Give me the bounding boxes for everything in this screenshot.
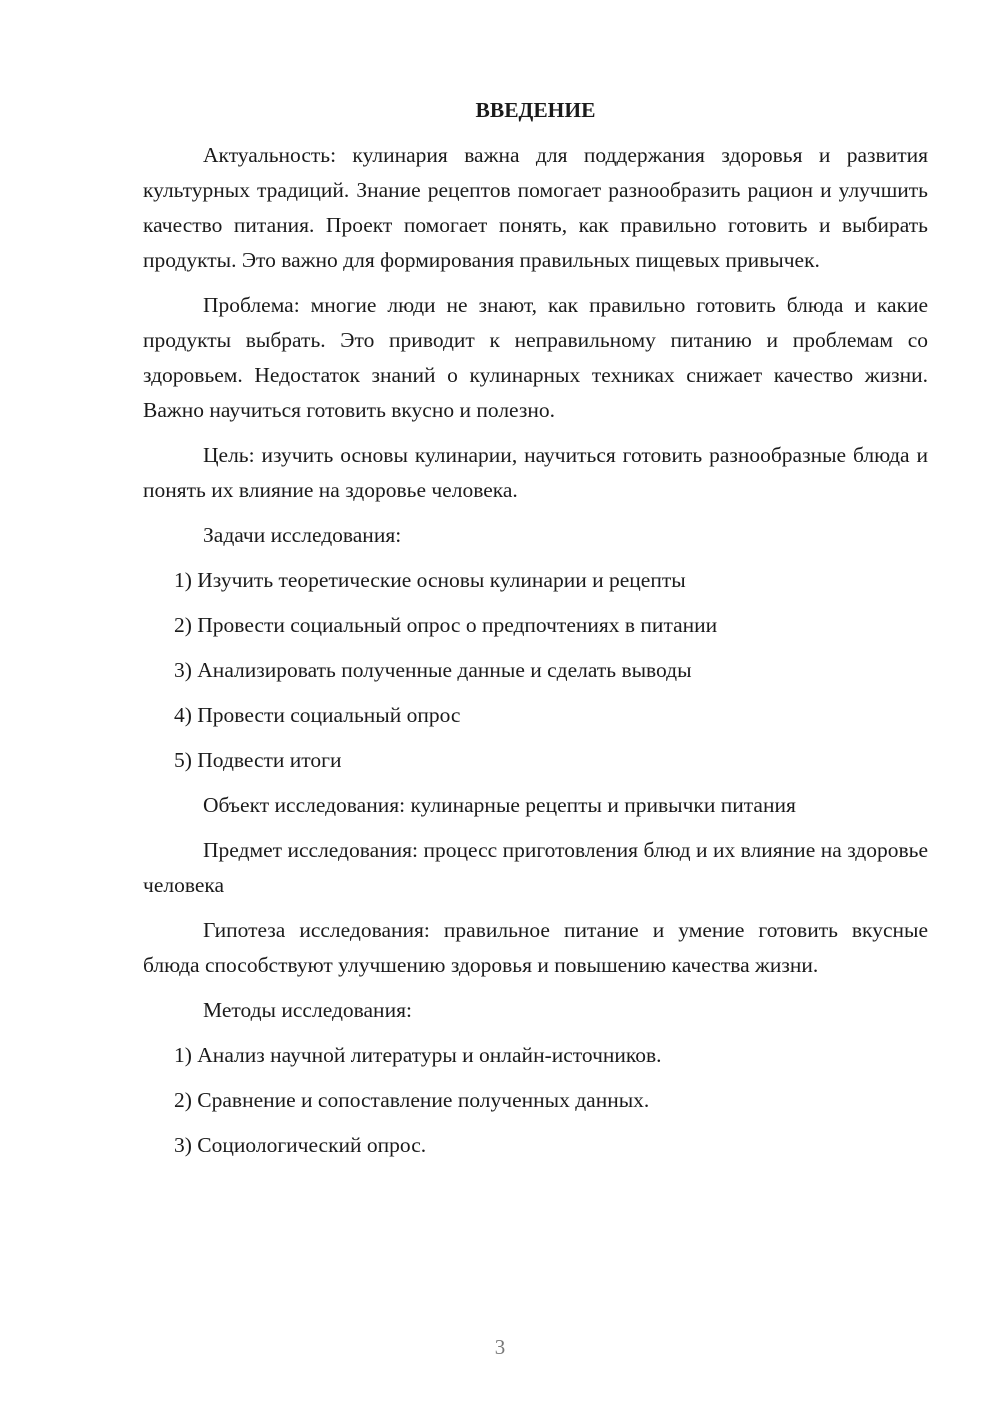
relevance-paragraph: Актуальность: кулинария важна для поддержания здоровья и развития культурных традиций. Знание рецептов помогает разнообразить рацион и улучшить качество питания. Проект помогает понять, как правильно готовить и выбирать продукты. Это важно для формирования правильных пищевых привычек. xyxy=(143,143,928,272)
tasks-heading: Задачи исследования: xyxy=(203,523,402,547)
list-item: 2) Сравнение и сопоставление полученных данных. xyxy=(174,1088,650,1112)
list-item: 2) Провести социальный опрос о предпочтениях в питании xyxy=(174,613,718,637)
list-item: 1) Анализ научной литературы и онлайн-источников. xyxy=(174,1043,662,1067)
object-paragraph: Объект исследования: кулинарные рецепты и привычки питания xyxy=(203,793,796,817)
hypothesis-paragraph: Гипотеза исследования: правильное питание и умение готовить вкусные блюда способствуют улучшению здоровья и повышению качества жизни. xyxy=(143,918,928,977)
list-item: 4) Провести социальный опрос xyxy=(174,703,461,727)
document-page xyxy=(143,86,928,1173)
list-item: 3) Анализировать полученные данные и сделать выводы xyxy=(174,658,692,682)
page-number: 3 xyxy=(494,1335,506,1359)
methods-heading: Методы исследования: xyxy=(203,998,412,1022)
list-item: 1) Изучить теоретические основы кулинарии и рецепты xyxy=(174,568,686,592)
problem-paragraph: Проблема: многие люди не знают, как правильно готовить блюда и какие продукты выбрать. Это приводит к неправильному питанию и проблемам со здоровьем. Недостаток знаний о кулинарных техниках снижает качество жизни. Важно научиться готовить вкусно и полезно. xyxy=(143,293,928,422)
tasks-list xyxy=(143,563,928,778)
list-item: 5) Подвести итоги xyxy=(174,748,342,772)
methods-list xyxy=(143,1038,928,1163)
subject-paragraph: Предмет исследования: процесс приготовления блюд и их влияние на здоровье человека xyxy=(143,838,928,897)
goal-paragraph: Цель: изучить основы кулинарии, научиться готовить разнообразные блюда и понять их влияние на здоровье человека. xyxy=(143,443,928,502)
section-title: ВВЕДЕНИЕ xyxy=(475,98,596,122)
list-item: 3) Социологический опрос. xyxy=(174,1133,427,1157)
